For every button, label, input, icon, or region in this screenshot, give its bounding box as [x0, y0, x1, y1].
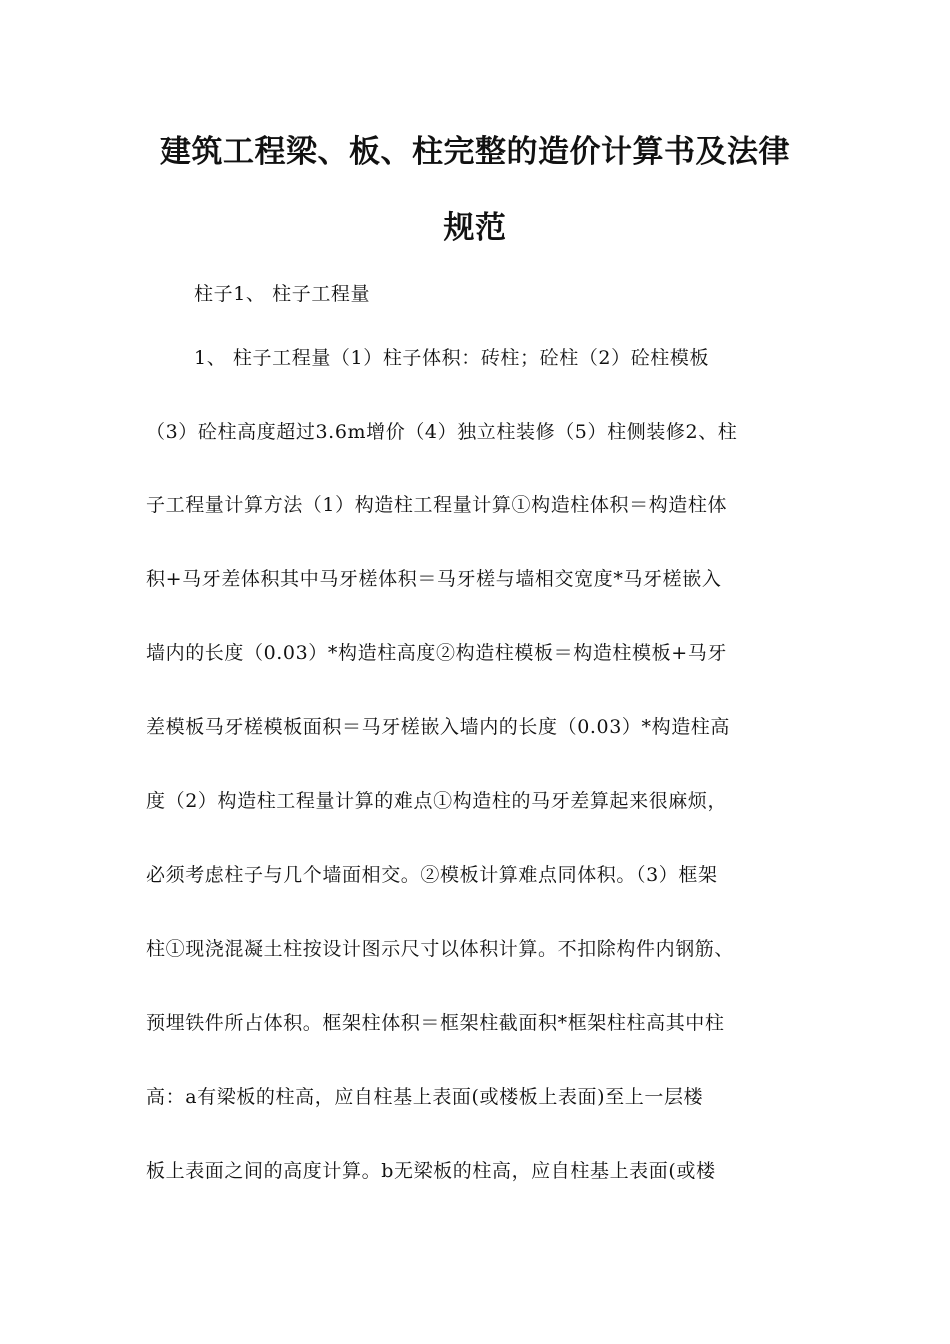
- body-line-2: 1、 柱子工程量（1）柱子体积：砖柱；砼柱（2）砼柱模板: [194, 347, 710, 369]
- body-line-11: 预埋铁件所占体积。框架柱体积＝框架柱截面积*框架柱柱高其中柱: [146, 1012, 725, 1034]
- body-line-3: （3）砼柱高度超过3.6m增价（4）独立柱装修（5）柱侧装修2、柱: [146, 421, 738, 443]
- body-line-10: 柱①现浇混凝土柱按设计图示尺寸以体积计算。不扣除构件内钢筋、: [146, 938, 735, 960]
- body-line-1: 柱子1、 柱子工程量: [194, 283, 371, 305]
- body-line-12: 高：a有梁板的柱高，应自柱基上表面(或楼板上表面)至上一层楼: [146, 1086, 704, 1108]
- document-title-line-1: 建筑工程梁、板、柱完整的造价计算书及法律: [160, 134, 790, 170]
- body-line-13: 板上表面之间的高度计算。b无梁板的柱高，应自柱基上表面(或楼: [146, 1160, 716, 1182]
- body-line-9: 必须考虑柱子与几个墙面相交。②模板计算难点同体积。（3）框架: [146, 864, 718, 886]
- body-line-6: 墙内的长度（0.03）*构造柱高度②构造柱模板＝构造柱模板+马牙: [146, 642, 727, 664]
- body-line-5: 积+马牙差体积其中马牙槎体积＝马牙槎与墙相交宽度*马牙槎嵌入: [146, 568, 722, 590]
- body-line-8: 度（2）构造柱工程量计算的难点①构造柱的马牙差算起来很麻烦，: [146, 790, 728, 812]
- body-line-4: 子工程量计算方法（1）构造柱工程量计算①构造柱体积＝构造柱体: [146, 494, 728, 516]
- body-line-7: 差模板马牙槎模板面积＝马牙槎嵌入墙内的长度（0.03）*构造柱高: [146, 716, 731, 738]
- document-title-line-2: 规范: [443, 210, 507, 246]
